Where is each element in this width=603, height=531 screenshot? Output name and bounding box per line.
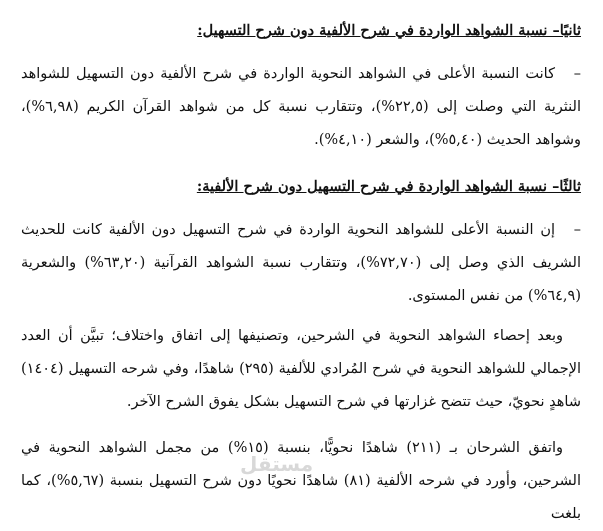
list-item-text: إن النسبة الأعلى للشواهد النحوية الواردة في شرح التسهيل دون الألفية كانت للحديث الشريف الذي وصل إلى (٧٢,٧٠%)، وتتقارب نسبة الشواهد القرآنية (٦٣,٢٠%) والشعرية (٦٤,٩%) من نفس المستوى. xyxy=(21,222,581,304)
paragraph-text: وبعد إحصاء الشواهد النحوية في الشرحين، وتصنيفها إلى اتفاق واختلاف؛ تبيَّن أن العدد الإجمالي للشواهد النحوية في شرح المُرادي للألفية (٢٩٥) شاهدًا، وفي شرحه التسهيل (١٤٠٤) شاهدٍ نحويّ، حيث تتضح غزارتها في شرح التسهيل بشكل يفوق الشرح الآخر. xyxy=(21,328,581,410)
dash-bullet: – xyxy=(573,66,581,82)
list-item-text: كانت النسبة الأعلى في الشواهد النحوية الواردة في شرح الألفية دون التسهيل للشواهد النثرية التي وصلت إلى (٢٢,٥%)، وتتقارب نسبة كل من شواهد القرآن الكريم (٦,٩٨%)، وشواهد الحديث (٥,٤٠%)، والشعر (٤,١٠%). xyxy=(21,66,581,148)
section-heading-third: ثالثًا– نسبة الشواهد الواردة في شرح التسهيل دون شرح الألفية: xyxy=(196,178,581,195)
list-item-third xyxy=(21,214,581,313)
body-paragraph-agreement xyxy=(21,432,581,531)
paragraph-text: واتفق الشرحان بـ (٢١١) شاهدًا نحويًّا، بنسبة (١٥%) من مجمل الشواهد النحوية في الشرحين، وأورد في شرحه الألفية (٨١) شاهدًا نحويًا دون شرح التسهيل بنسبة (٥,٦٧%)، كما بلغت xyxy=(21,440,582,522)
list-item-second xyxy=(21,58,581,157)
watermark-logo: مستقل xyxy=(240,452,314,476)
dash-bullet: – xyxy=(573,222,581,238)
section-heading-second: ثانيًا– نسبة الشواهد الواردة في شرح الألفية دون شرح التسهيل: xyxy=(197,22,581,39)
body-paragraph-summary xyxy=(21,320,581,419)
